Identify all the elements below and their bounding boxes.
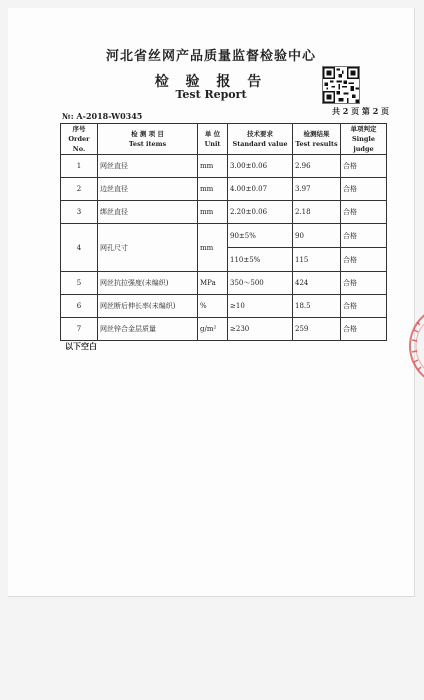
report-page	[8, 8, 415, 597]
standard-cell: 90±5%	[228, 224, 293, 248]
judge-cell: 合格	[341, 272, 387, 295]
order-cell: 6	[61, 295, 98, 318]
result-cell: 18.5	[293, 295, 341, 318]
center-name: 河北省丝网产品质量监督检验中心	[105, 49, 316, 64]
table-header-row	[61, 124, 387, 155]
order-cell: 4	[61, 224, 98, 272]
unit-cell: MPa	[198, 272, 228, 295]
report-number: №: A-2018-W0345	[62, 111, 143, 121]
item-cell: 网丝直径	[98, 155, 198, 178]
standard-cell: ≥230	[228, 318, 293, 341]
table-row	[61, 295, 387, 318]
standard-cell: 350～500	[228, 272, 293, 295]
unit-cell: g/m²	[198, 318, 228, 341]
judge-cell: 合格	[341, 155, 387, 178]
official-seal-icon	[404, 300, 424, 392]
item-cell: 网孔尺寸	[98, 224, 198, 272]
table-row	[61, 155, 387, 178]
report-title-en: Test Report	[175, 88, 247, 101]
result-cell: 2.96	[293, 155, 341, 178]
result-cell: 3.97	[293, 178, 341, 201]
page-indicator: 共 2 页 第 2 页	[332, 106, 390, 116]
result-cell: 2.18	[293, 201, 341, 224]
judge-cell: 合格	[341, 318, 387, 341]
standard-cell: 2.20±0.06	[228, 201, 293, 224]
unit-cell: mm	[198, 224, 228, 272]
col-header-unit: 单 位 Unit	[198, 124, 228, 155]
result-cell: 259	[293, 318, 341, 341]
col-header-results: 检测结果 Test results	[293, 124, 341, 155]
table-row	[61, 224, 387, 248]
result-cell: 115	[293, 248, 341, 272]
judge-cell: 合格	[341, 178, 387, 201]
judge-cell: 合格	[341, 224, 387, 248]
judge-cell: 合格	[341, 295, 387, 318]
item-cell: 网丝抗拉强度(未编织)	[98, 272, 198, 295]
unit-cell: mm	[198, 155, 228, 178]
table-row	[61, 318, 387, 341]
order-cell: 2	[61, 178, 98, 201]
col-header-judge: 单项判定 Single judge	[341, 124, 387, 155]
table-row	[61, 178, 387, 201]
order-cell: 7	[61, 318, 98, 341]
standard-cell: ≥10	[228, 295, 293, 318]
report-title-cn: 检 验 报 告	[154, 74, 268, 90]
col-header-order: 序号 Order No.	[61, 124, 98, 155]
result-cell: 90	[293, 224, 341, 248]
test-results-table	[60, 123, 387, 341]
unit-cell: mm	[198, 201, 228, 224]
standard-cell: 3.00±0.06	[228, 155, 293, 178]
judge-cell: 合格	[341, 248, 387, 272]
table-row	[61, 272, 387, 295]
table-row	[61, 201, 387, 224]
item-cell: 网丝断后伸长率(未编织)	[98, 295, 198, 318]
standard-cell: 110±5%	[228, 248, 293, 272]
unit-cell: mm	[198, 178, 228, 201]
item-cell: 网丝锌合金层质量	[98, 318, 198, 341]
result-cell: 424	[293, 272, 341, 295]
order-cell: 3	[61, 201, 98, 224]
item-cell: 边丝直径	[98, 178, 198, 201]
col-header-standard: 技术要求 Standard value	[228, 124, 293, 155]
col-header-item: 检 测 项 目 Test items	[98, 124, 198, 155]
judge-cell: 合格	[341, 201, 387, 224]
order-cell: 1	[61, 155, 98, 178]
unit-cell: %	[198, 295, 228, 318]
standard-cell: 4.00±0.07	[228, 178, 293, 201]
item-cell: 绑丝直径	[98, 201, 198, 224]
qr-code-icon	[322, 66, 360, 104]
order-cell: 5	[61, 272, 98, 295]
end-of-content-note: 以下空白	[65, 341, 97, 351]
